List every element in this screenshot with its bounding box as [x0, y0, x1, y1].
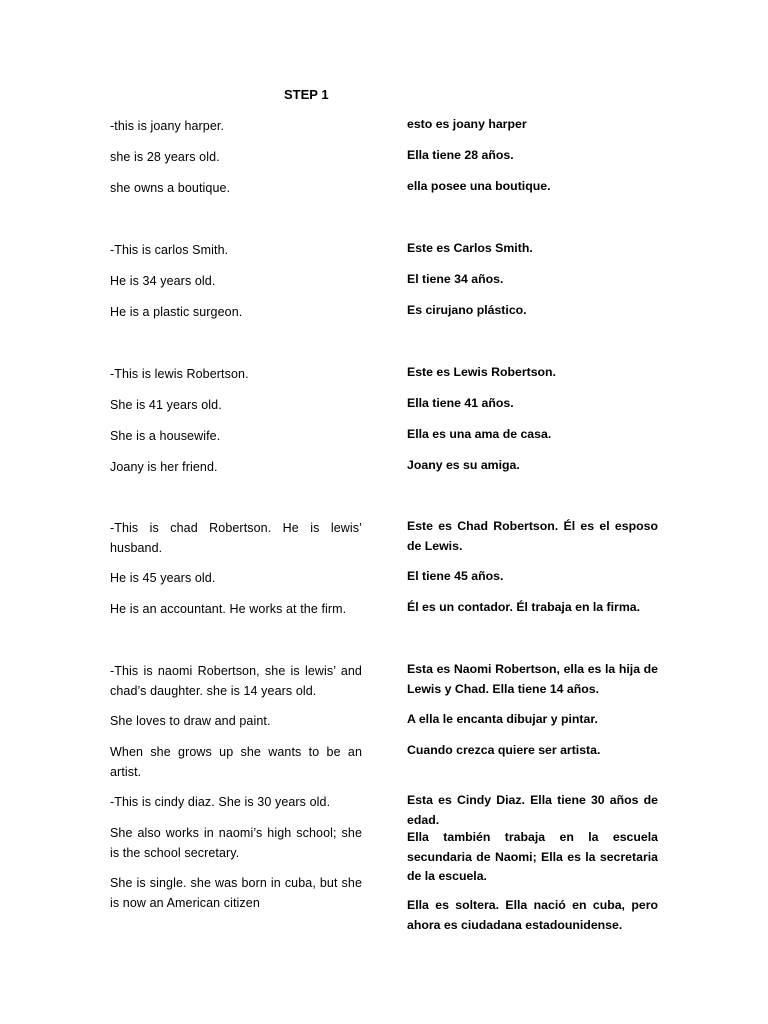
english-line: He is a plastic surgeon. — [110, 305, 243, 319]
english-line: She is 41 years old. — [110, 398, 222, 412]
spanish-line: Ella es una ama de casa. — [407, 427, 552, 441]
spanish-line: ella posee una boutique. — [407, 179, 551, 193]
english-line: She is single. she was born in cuba, but she is now an American citizen — [110, 876, 362, 910]
english-line: -this is joany harper. — [110, 119, 225, 133]
spanish-line: El tiene 45 años. — [407, 569, 504, 583]
spanish-line: Este es Lewis Robertson. — [407, 365, 556, 379]
english-line: He is 45 years old. — [110, 571, 216, 585]
english-line: He is 34 years old. — [110, 274, 216, 288]
english-line: -This is carlos Smith. — [110, 243, 229, 257]
english-line: -This is naomi Robertson, she is lewis’ and chad’s daughter. she is 14 years old. — [110, 664, 362, 698]
page-title: STEP 1 — [284, 87, 329, 102]
english-line: -This is lewis Robertson. — [110, 367, 249, 381]
spanish-line: Esta es Cindy Diaz. Ella tiene 30 años de edad. — [407, 793, 658, 827]
english-line: She loves to draw and paint. — [110, 714, 271, 728]
spanish-line: Cuando crezca quiere ser artista. — [407, 743, 601, 757]
spanish-line: Ella tiene 41 años. — [407, 396, 514, 410]
spanish-line: Este es Chad Robertson. Él es el esposo de Lewis. — [407, 519, 658, 553]
english-line: She is a housewife. — [110, 429, 221, 443]
spanish-line: Joany es su amiga. — [407, 458, 520, 472]
spanish-line: Él es un contador. Él trabaja en la firma. — [407, 600, 641, 614]
english-line: -This is cindy diaz. She is 30 years old. — [110, 795, 331, 809]
spanish-line: Ella también trabaja en la escuela secundaria de Naomi; Ella es la secretaria de la escuela. — [407, 830, 658, 883]
english-line: When she grows up she wants to be an artist. — [110, 745, 362, 779]
english-line: -This is chad Robertson. He is lewis’ husband. — [110, 521, 362, 555]
english-line: she owns a boutique. — [110, 181, 231, 195]
english-line: He is an accountant. He works at the firm. — [110, 602, 347, 616]
spanish-line: Ella es soltera. Ella nació en cuba, pero ahora es ciudadana estadounidense. — [407, 898, 658, 932]
english-line: She also works in naomi’s high school; she is the school secretary. — [110, 826, 362, 860]
english-line: Joany is her friend. — [110, 460, 218, 474]
spanish-line: Es cirujano plástico. — [407, 303, 527, 317]
spanish-line: El tiene 34 años. — [407, 272, 504, 286]
spanish-line: Ella tiene 28 años. — [407, 148, 514, 162]
spanish-line: Este es Carlos Smith. — [407, 241, 533, 255]
spanish-line: esto es joany harper — [407, 117, 527, 131]
spanish-line: Esta es Naomi Robertson, ella es la hija de Lewis y Chad. Ella tiene 14 años. — [407, 662, 658, 696]
english-line: she is 28 years old. — [110, 150, 220, 164]
spanish-line: A ella le encanta dibujar y pintar. — [407, 712, 598, 726]
